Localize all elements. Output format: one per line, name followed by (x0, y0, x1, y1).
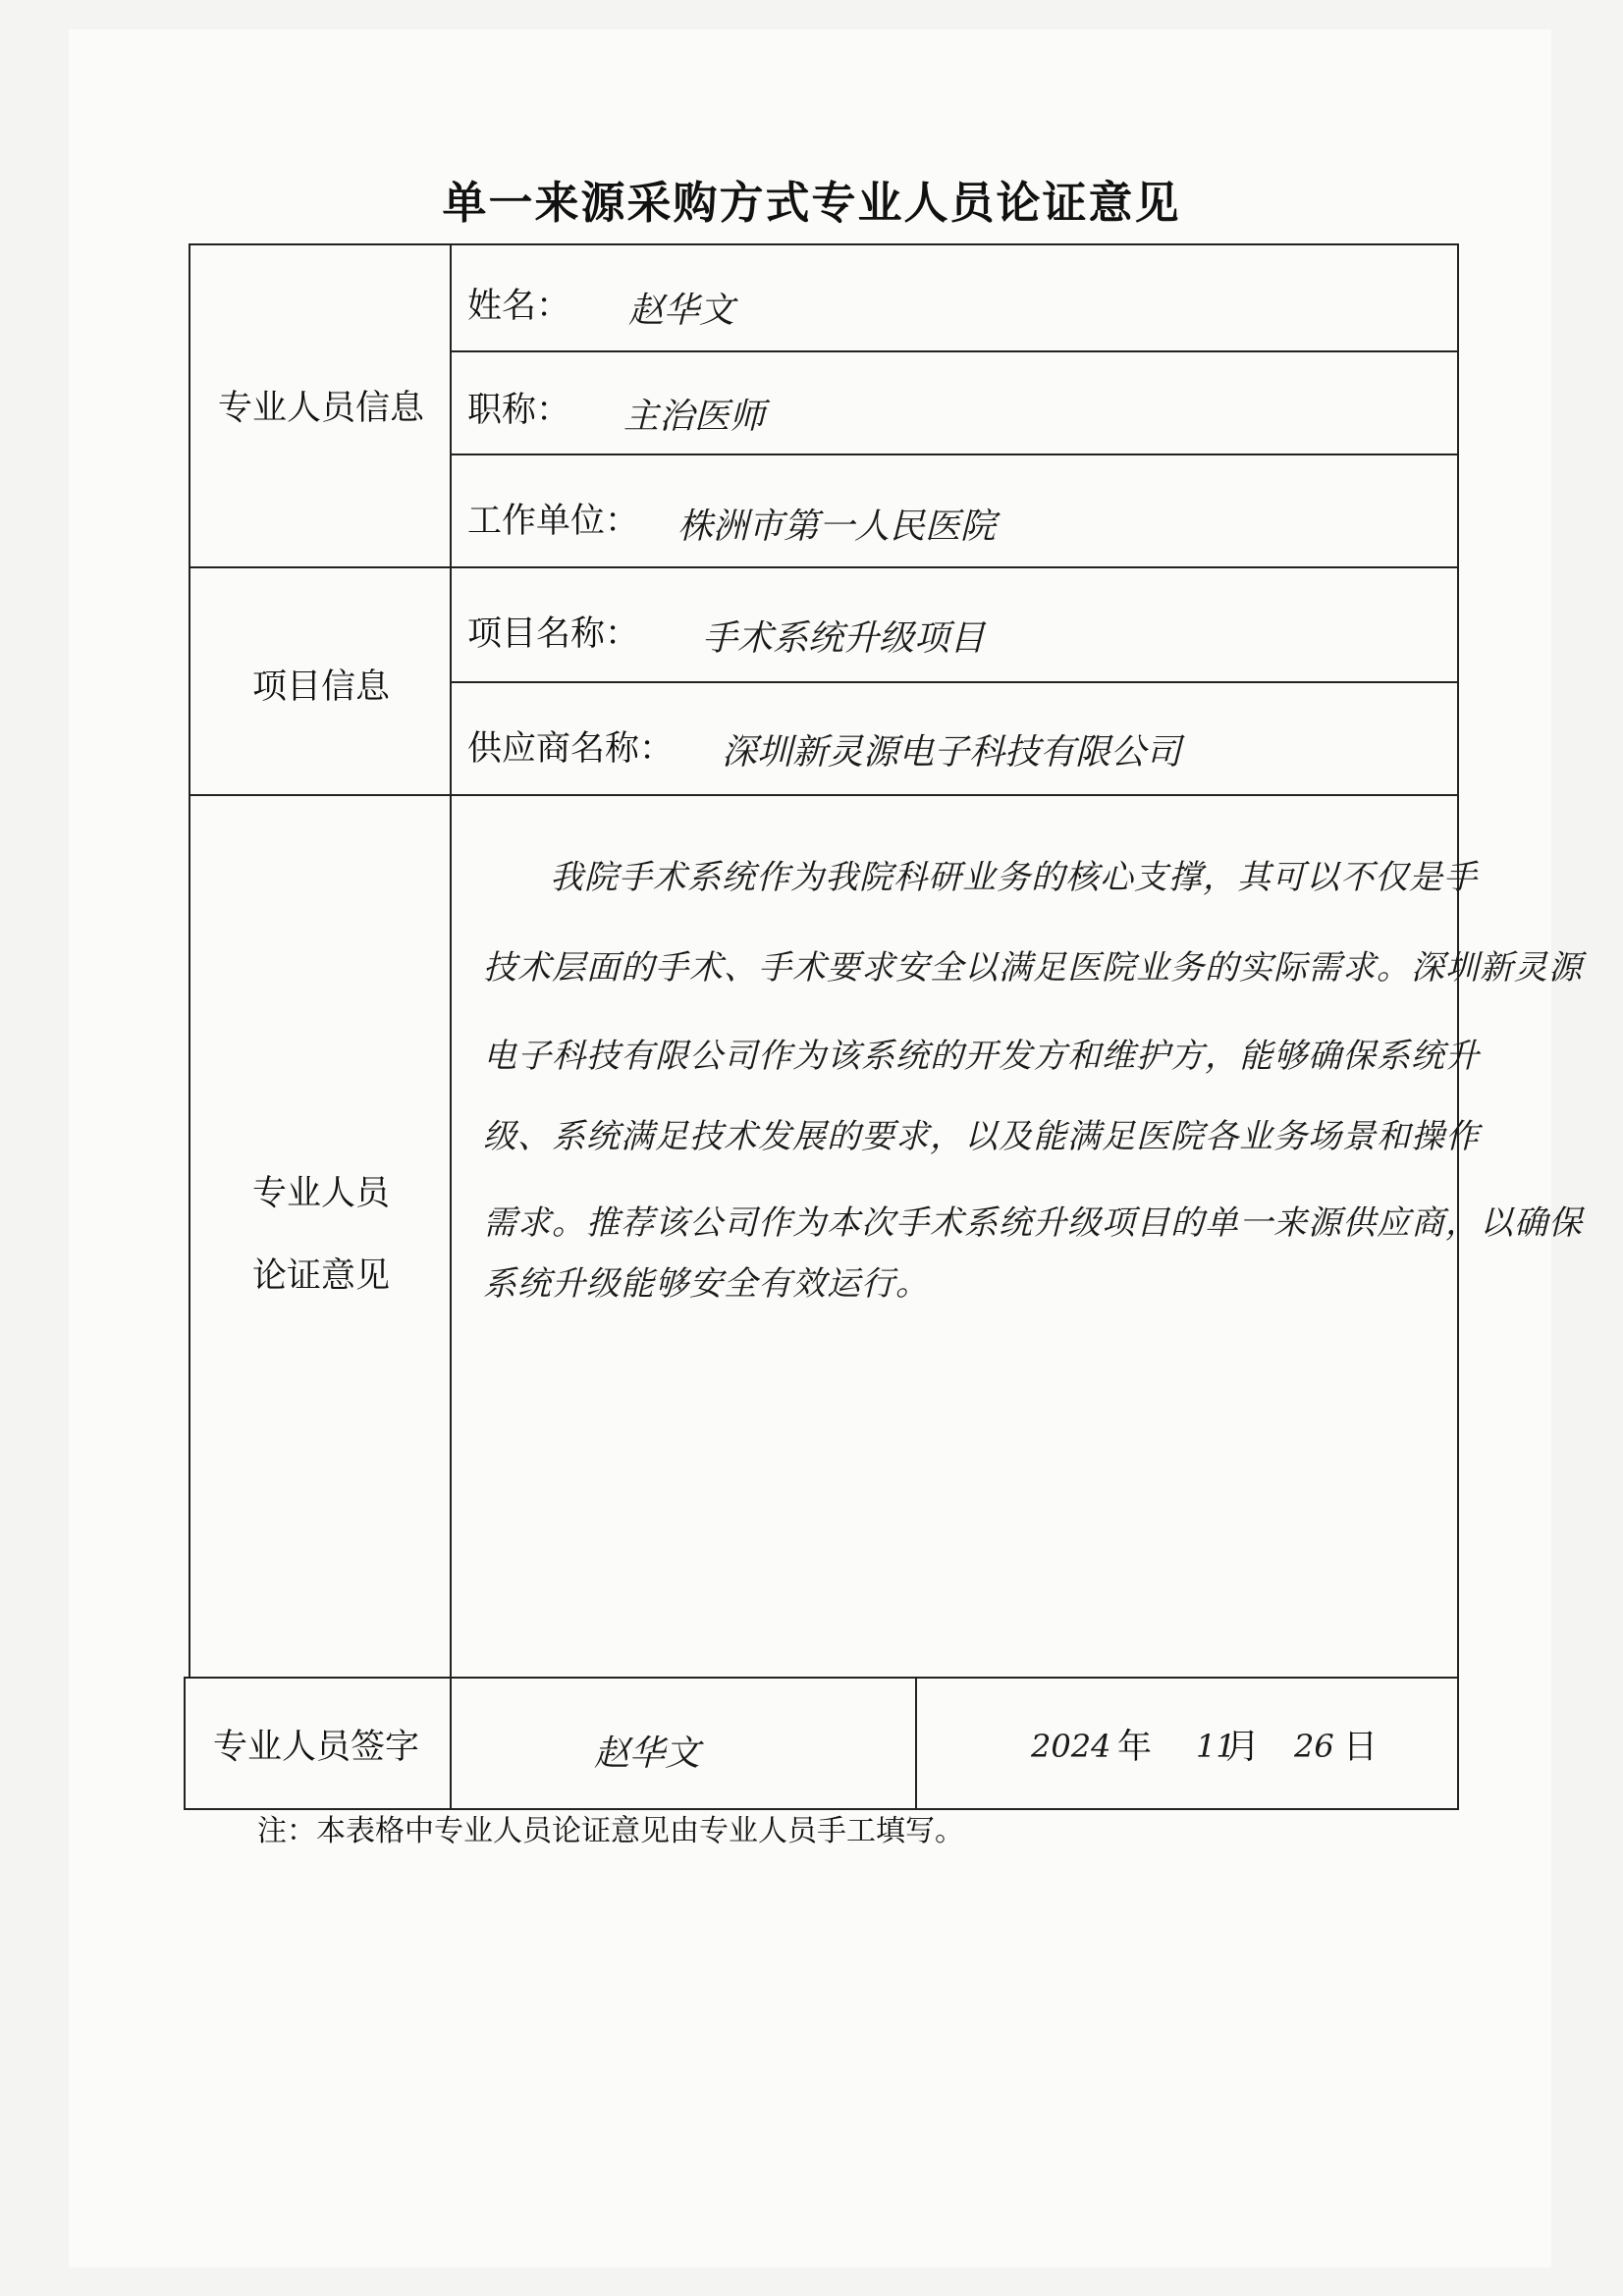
supplier-label: 供应商名称： (467, 729, 675, 769)
employer-label: 工作单位： (467, 502, 640, 541)
opinion-line: 系统升级能够安全有效运行。 (483, 1264, 930, 1304)
opinion-line: 电子科技有限公司作为该系统的开发方和维护方，能够确保系统升 (483, 1037, 1480, 1076)
page-title: 单一来源采购方式专业人员论证意见 (442, 177, 1181, 229)
table-border-top (189, 243, 1457, 245)
date-day: 26 (1294, 1728, 1334, 1765)
section-divider-opinion (189, 794, 1459, 796)
row-divider-project (450, 681, 1459, 683)
opinion-label-line2: 论证意见 (251, 1256, 390, 1296)
opinion-line: 我院手术系统作为我院科研业务的核心支撑，其可以不仅是手 (550, 858, 1478, 897)
supplier-value: 深圳新灵源电子科技有限公司 (722, 732, 1182, 773)
opinion-label-line1: 专业人员 (251, 1174, 390, 1213)
date-year-unit: 年 (1117, 1728, 1153, 1767)
project-name-label: 项目名称： (467, 614, 640, 654)
date-month-unit: 月 (1225, 1728, 1261, 1767)
date-day-unit: 日 (1343, 1728, 1379, 1767)
footnote: 注：本表格中专业人员论证意见由专业人员手工填写。 (257, 1814, 964, 1848)
row-divider-title (450, 454, 1459, 455)
row-divider-name (450, 350, 1459, 352)
personnel-info-label: 专业人员信息 (217, 389, 424, 428)
opinion-line: 技术层面的手术、手术要求安全以满足医院业务的实际需求。深圳新灵源 (483, 948, 1583, 988)
name-label: 姓名： (467, 287, 571, 326)
opinion-line: 需求。推荐该公司作为本次手术系统升级项目的单一来源供应商，以确保 (483, 1203, 1583, 1243)
date-month: 11 (1196, 1728, 1236, 1765)
signature-date-divider (915, 1677, 917, 1810)
title-value: 主治医师 (623, 397, 766, 437)
signature-value: 赵华文 (594, 1734, 701, 1774)
column-divider (450, 243, 452, 1810)
section-divider-project (189, 566, 1459, 568)
date-year: 2024 (1031, 1728, 1111, 1765)
table-border-left (189, 243, 190, 1677)
employer-value: 株洲市第一人民医院 (677, 507, 997, 547)
name-value: 赵华文 (628, 291, 735, 331)
project-info-label: 项目信息 (251, 667, 390, 707)
project-name-value: 手术系统升级项目 (702, 618, 986, 659)
signature-label: 专业人员签字 (212, 1728, 419, 1767)
opinion-line: 级、系统满足技术发展的要求，以及能满足医院各业务场景和操作 (483, 1117, 1480, 1156)
title-label: 职称： (467, 391, 571, 430)
table-border-right (1457, 243, 1459, 1810)
section-divider-signature (184, 1677, 1458, 1679)
